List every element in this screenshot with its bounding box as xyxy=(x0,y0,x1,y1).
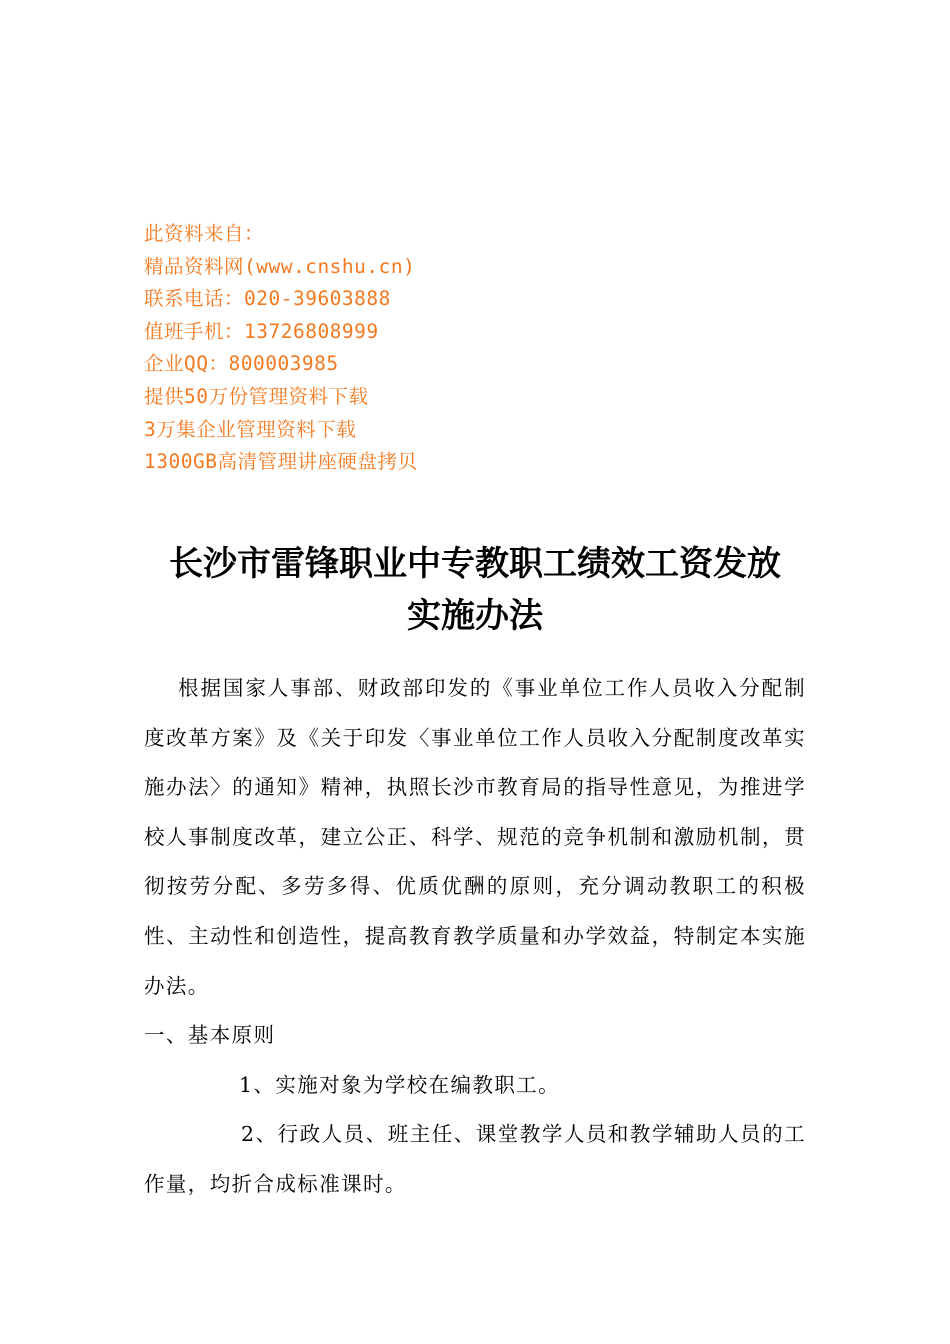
document-title-line-2: 实施办法 xyxy=(407,596,543,636)
document-title xyxy=(120,538,830,642)
source-line-offer-3: 1300GB高清管理讲座硬盘拷贝 xyxy=(144,450,418,474)
section-heading-basic-principles: 一、基本原则 xyxy=(144,1023,276,1048)
source-line-website: 精品资料网(www.cnshu.cn) xyxy=(144,254,416,278)
source-line-origin: 此资料来自： xyxy=(144,222,265,245)
source-line-qq: 企业QQ：800003985 xyxy=(144,352,339,376)
principle-item-2: 2、行政人员、班主任、课堂教学人员和教学辅助人员的工作量，均折合成标准课时。 xyxy=(144,1122,806,1196)
source-info-block xyxy=(144,218,764,479)
document-title-line-1: 长沙市雷锋职业中专教职工绩效工资发放 xyxy=(169,544,781,584)
source-line-offer-2: 3万集企业管理资料下载 xyxy=(144,417,357,441)
source-line-phone: 联系电话：020-39603888 xyxy=(144,287,391,311)
document-body xyxy=(144,664,806,1210)
intro-paragraph: 根据国家人事部、财政部印发的《事业单位工作人员收入分配制度改革方案》及《关于印发〈事业单位工作人员收入分配制度改革实施办法〉的通知》精神，执照长沙市教育局的指导性意见，为推进学校人事制度改革，建立公正、科学、规范的竞争机制和激励机制，贯彻按劳分配、多劳多得、优质优酬的原则，充分调动教职工的积极性、主动性和创造性，提高教育教学质量和办学效益，特制定本实施办法。 xyxy=(144,676,806,998)
source-line-mobile: 值班手机：13726808999 xyxy=(144,319,379,343)
source-line-offer-1: 提供50万份管理资料下载 xyxy=(144,384,369,408)
principle-item-1: 1、实施对象为学校在编教职工。 xyxy=(239,1072,561,1097)
